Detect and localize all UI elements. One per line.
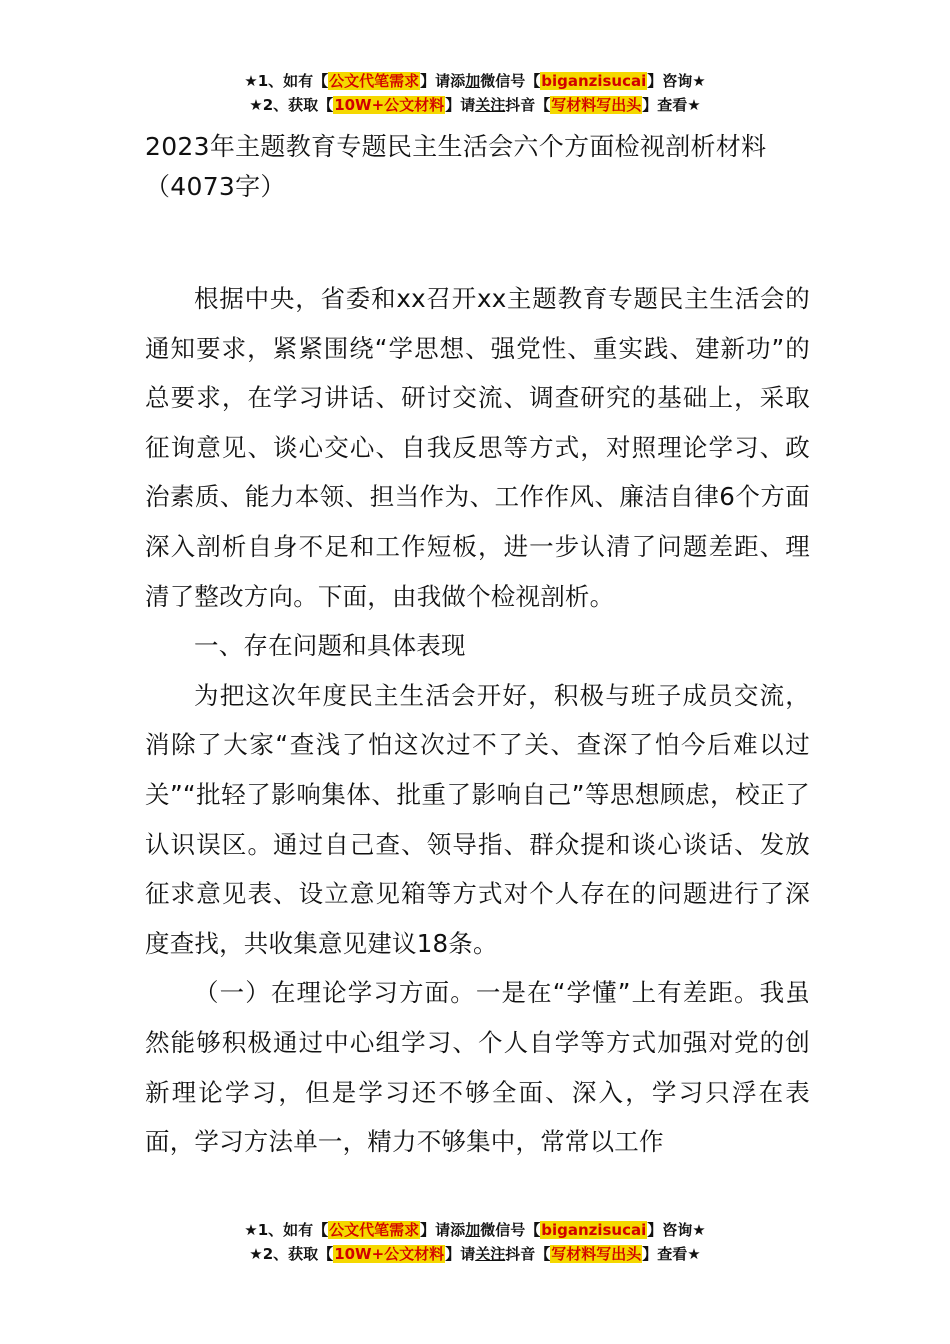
promo-text: 】请添 — [420, 72, 466, 90]
promo-text: 】请添 — [420, 1221, 466, 1239]
intro-paragraph: 根据中央，省委和xx召开xx主题教育专题民主生活会的通知要求，紧紧围绕“学思想、强党性、重实践、建新功”的总要求，在学习讲话、研讨交流、调查研究的基础上，采取征询意见、谈心交心、自我反思等方式，对照理论学习、政治素质、能力本领、担当作为、工作作风、廉洁自律6个方面深入剖析自身不足和工作短板，进一步认清了问题差距、理清了整改方向。下面，由我做个检视剖析。 — [145, 284, 810, 611]
promo-text: 】咨询★ — [647, 1221, 706, 1239]
promo-text: ★2、获取【 — [249, 96, 334, 114]
section-heading: 一、存在问题和具体表现 — [194, 631, 466, 661]
promo-highlight-materials: 10W+公文材料 — [334, 96, 445, 114]
document-body — [145, 274, 810, 1167]
promo-highlight-service: 公文代笔需求 — [329, 1221, 420, 1239]
promo-banner-top — [0, 69, 950, 117]
promo-text: 】查看★ — [642, 1245, 701, 1263]
promo-text: 】请 — [445, 96, 476, 114]
promo-text: 微信号【 — [480, 72, 541, 90]
promo-highlight-wechat-id: biganzisucai — [541, 72, 647, 90]
promo-highlight-douyin-id: 写材料写出头 — [551, 96, 642, 114]
promo-text: 抖音【 — [505, 96, 551, 114]
promo-text: ★1、如有【 — [244, 1221, 329, 1239]
promo-text: 】咨询★ — [647, 72, 706, 90]
promo-text: 微信号【 — [480, 1221, 541, 1239]
promo-text: 】请 — [445, 1245, 476, 1263]
promo-highlight-service: 公文代笔需求 — [329, 72, 420, 90]
promo-line-1 — [0, 69, 950, 93]
promo-line-1 — [0, 1218, 950, 1242]
promo-underlined-text: 加 — [465, 1221, 481, 1239]
promo-highlight-douyin-id: 写材料写出头 — [551, 1245, 642, 1263]
promo-underlined-text: 关注 — [475, 1245, 506, 1263]
body-paragraph: （一）在理论学习方面。一是在“学懂”上有差距。我虽然能够积极通过中心组学习、个人自学等方式加强对党的创新理论学习，但是学习还不够全面、深入，学习只浮在表面，学习方法单一，精力不够集中，常常以工作 — [145, 978, 810, 1157]
promo-text: ★2、获取【 — [249, 1245, 334, 1263]
body-paragraph: 为把这次年度民主生活会开好，积极与班子成员交流，消除了大家“查浅了怕这次过不了关、查深了怕今后难以过关”“批轻了影响集体、批重了影响自己”等思想顾虑，校正了认识误区。通过自己查、领导指、群众提和谈心谈话、发放征求意见表、设立意见箱等方式对个人存在的问题进行了深度查找，共收集意见建议18条。 — [145, 680, 810, 958]
promo-text: 抖音【 — [505, 1245, 551, 1263]
promo-line-2 — [0, 1242, 950, 1266]
promo-underlined-text: 加 — [465, 72, 481, 90]
promo-text: 】查看★ — [642, 96, 701, 114]
promo-underlined-text: 关注 — [475, 96, 506, 114]
promo-highlight-wechat-id: biganzisucai — [541, 1221, 647, 1239]
promo-line-2 — [0, 93, 950, 117]
promo-highlight-materials: 10W+公文材料 — [334, 1245, 445, 1263]
promo-banner-bottom — [0, 1218, 950, 1266]
document-title: 2023年主题教育专题民主生活会六个方面检视剖析材料（4073字） — [145, 132, 767, 201]
promo-text: ★1、如有【 — [244, 72, 329, 90]
